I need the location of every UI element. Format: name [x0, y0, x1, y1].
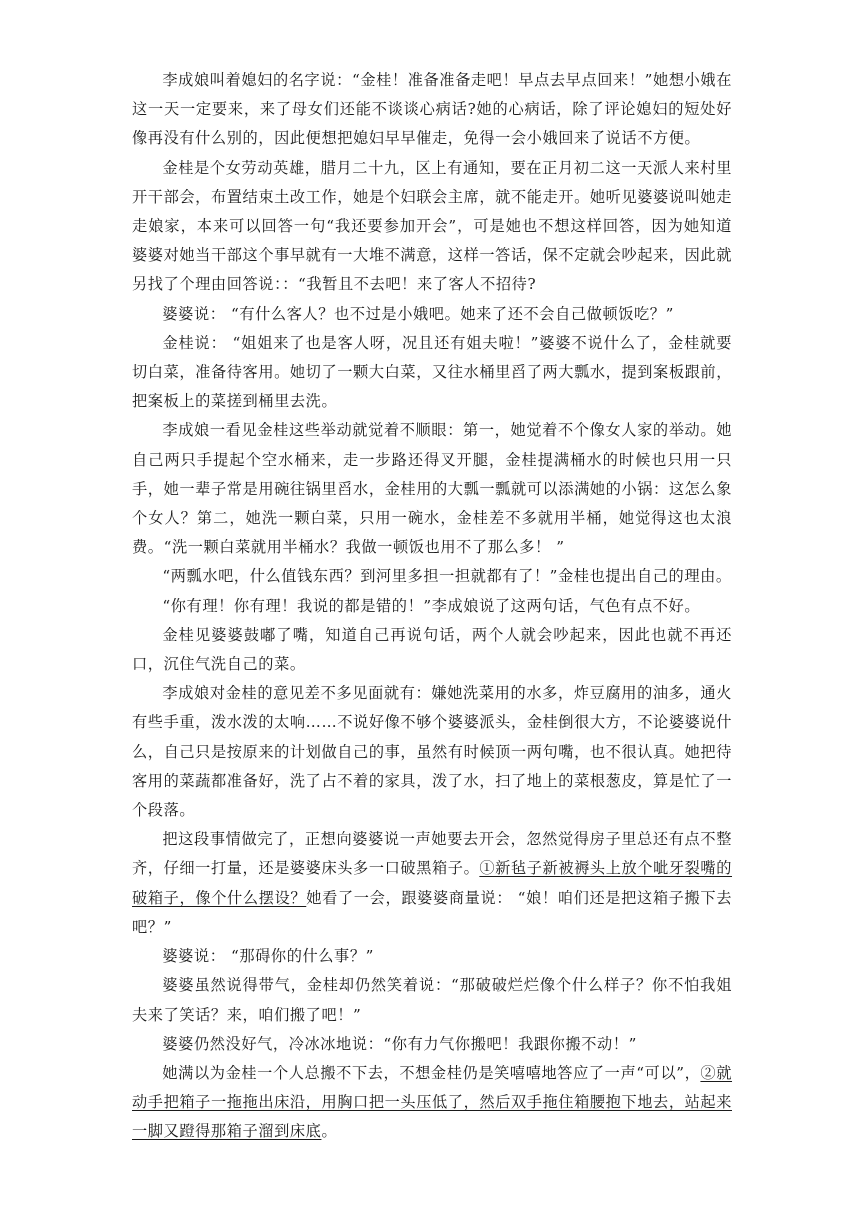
paragraph-10 — [132, 825, 732, 942]
paragraph-7: “你有理！你有理！我说的都是错的！”李成娘说了这两句话，气色有点不好。 — [162, 596, 701, 615]
paragraph-2: 金桂是个女劳动英雄，腊月二十九，区上有通知，要在正月初二这一天派人来村里开干部会，布置结束土改工作，她是个妇联会主席，就不能走开。她听见婆婆说叫她走走娘家，本来可以回答一句“我还要参加开会”，可是她也不想这样回答，因为她知道婆婆对她当干部这个事早就有一大堆不满意，这样一答话，保不定就会吵起来，因此就另找了个理由回答说：：“我暂且不去吧！来了客人不招待? — [132, 158, 732, 294]
underlined-sentence-2: ②就动手把箱子一拖拖出床沿，用胸口把一头压低了，然后双手拖住箱腰抱下地去，站起来一脚又蹬得那箱子溜到床底 — [132, 1063, 733, 1141]
paragraph-8: 金桂见婆婆鼓嘟了嘴，知道自己再说句话，两个人就会吵起来，因此也就不再还口，沉住气洗自己的菜。 — [132, 625, 732, 674]
paragraph-5: 李成娘一看见金桂这些举动就觉着不顺眼：第一，她觉着不个像女人家的举动。她自己两只手提起个空水桶来，走一步路还得叉开腿，金桂提满桶水的时候也只用一只手，她一辈子常是用碗往锅里舀水，金桂用的大瓢一瓢就可以添满她的小锅：这怎么象个女人？第二，她洗一颗白菜，只用一碗水，金桂差不多就用半桶，她觉得这也太浪费。“洗一颗白菜就用半桶水？我做一顿饭也用不了那么多！ ” — [132, 421, 732, 557]
paragraph-14-text-end: 。 — [321, 1122, 338, 1141]
paragraph-12: 婆婆虽然说得带气，金桂却仍然笑着说：“那破破烂烂像个什么样子？你不怕我姐夫来了笑话？来，咱们搬了吧！” — [132, 976, 732, 1024]
paragraph-14 — [132, 1059, 732, 1147]
paragraph-10-text-end: 她看了一会，跟婆婆商量说： “娘！咱们还是把这箱子搬下去吧？” — [132, 888, 732, 936]
document-body — [132, 66, 732, 1147]
underlined-sentence-1: ①新毡子新被褥头上放个呲牙裂嘴的破箱子，像个什么摆设？ — [132, 859, 733, 907]
paragraph-14-text: 她满以为金桂一个人总搬不下去，不想金桂仍是笑嘻嘻地答应了一声“可以”， — [162, 1063, 701, 1082]
paragraph-10-text: 把这段事情做完了，正想向婆婆说一声她要去开会，忽然觉得房子里总还有点不整齐，仔细一打量，还是婆婆床头多一口破黑箱子。 — [132, 830, 732, 878]
paragraph-1: 李成娘叫着媳妇的名字说：“金桂！准备准备走吧！早点去早点回来！”她想小娥在这一天一定要来，来了母女们还能不谈谈心病话?她的心病话，除了评论媳妇的短处好像再没有什么别的，因此便想把媳妇早早催走，免得一会小娥回来了说话不方便。 — [132, 71, 732, 148]
paragraph-13: 婆婆仍然没好气，冷冰冰地说：“你有力气你搬吧！我跟你搬不动！” — [162, 1034, 637, 1053]
paragraph-9: 李成娘对金桂的意见差不多见面就有：嫌她洗菜用的水多，炸豆腐用的油多，通火有些手重，泼水泼的太响……不说好像不够个婆婆派头，金桂倒很大方，不论婆婆说什么，自己只是按原来的计划做自己的事，虽然有时候顶一两句嘴，也不很认真。她把待客用的菜蔬都准备好，洗了占不着的家具，泼了水，扫了地上的菜根葱皮，算是忙了一个段落。 — [132, 684, 732, 820]
paragraph-6: “两瓢水吧，什么值钱东西？到河里多担一担就都有了！”金桂也提出自己的理由。 — [162, 567, 732, 586]
paragraph-11: 婆婆说： “那碍你的什么事？” — [162, 947, 374, 966]
paragraph-4: 金桂说： “姐姐来了也是客人呀，况且还有姐夫啦！”婆婆不说什么了，金桂就要切白菜，准备待客用。她切了一颗大白菜，又往水桶里舀了两大瓢水，提到案板跟前，把案板上的菜搓到桶里去洗。 — [132, 333, 732, 411]
paragraph-3: 婆婆说： “有什么客人？也不过是小娥吧。她来了还不会自己做顿饭吃？” — [162, 304, 674, 323]
